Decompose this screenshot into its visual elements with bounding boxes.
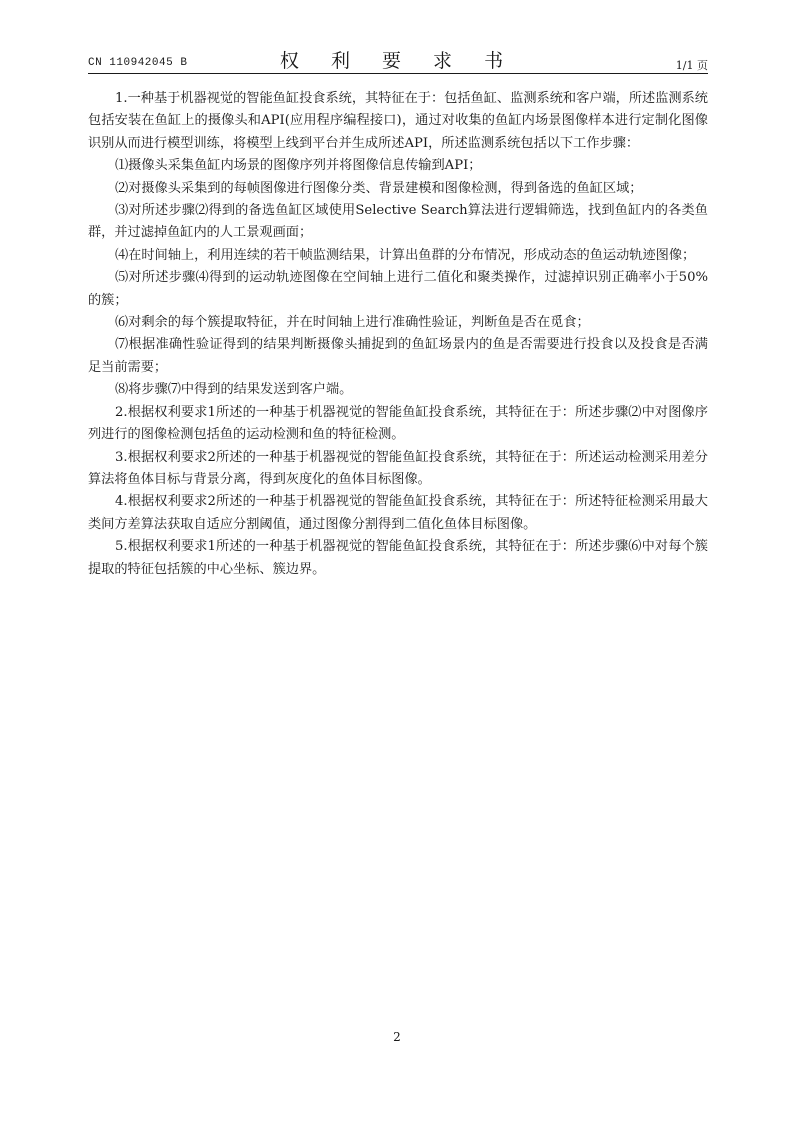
- claim-paragraph: 3.根据权利要求2所述的一种基于机器视觉的智能鱼缸投食系统，其特征在于：所述运动检测采用差分算法将鱼体目标与背景分离，得到灰度化的鱼体目标图像。: [88, 449, 708, 487]
- header-rule: [88, 73, 708, 74]
- claim-paragraph: 2.根据权利要求1所述的一种基于机器视觉的智能鱼缸投食系统，其特征在于：所述步骤⑵中对图像序列进行的图像检测包括鱼的运动检测和鱼的特征检测。: [88, 404, 708, 443]
- claim-step: ⑶对所述步骤⑵得到的备选鱼缸区域使用Selective Search算法进行逻辑筛选，找到鱼缸内的各类鱼群，并过滤掉鱼缸内的人工景观画面；: [88, 203, 708, 241]
- claim-paragraph: 1.一种基于机器视觉的智能鱼缸投食系统，其特征在于：包括鱼缸、监测系统和客户端，所述监测系统包括安装在鱼缸上的摄像头和API(应用程序编程接口)，通过对收集的鱼缸内场景图像样本进行定制化图像识别从而进行模型训练，将模型上线到平台并生成所述API，所述监测系统包括以下工作步骤：: [88, 91, 708, 151]
- document-title: 权 利 要 求 书: [279, 50, 517, 72]
- page-count: 1/1 页: [675, 59, 708, 72]
- claim-paragraph: 5.根据权利要求1所述的一种基于机器视觉的智能鱼缸投食系统，其特征在于：所述步骤⑹中对每个簇提取的特征包括簇的中心坐标、簇边界。: [88, 539, 708, 577]
- claim-paragraph: 4.根据权利要求2所述的一种基于机器视觉的智能鱼缸投食系统，其特征在于：所述特征检测采用最大类间方差算法获取自适应分割阈值，通过图像分割得到二值化鱼体目标图像。: [88, 494, 708, 532]
- page-header: [88, 46, 708, 72]
- claim-step: ⑸对所述步骤⑷得到的运动轨迹图像在空间轴上进行二值化和聚类操作，过滤掉识别正确率小于50%的簇；: [88, 270, 708, 308]
- page-number: 2: [393, 1030, 401, 1044]
- claim-step: ⑴摄像头采集鱼缸内场景的图像序列并将图像信息传输到API；: [115, 158, 482, 174]
- claims-body: [88, 88, 708, 581]
- claim-step: ⑺根据准确性验证得到的结果判断摄像头捕捉到的鱼缸场景内的鱼是否需要进行投食以及投食是否满足当前需要；: [88, 337, 708, 375]
- claim-step: ⑻将步骤⑺中得到的结果发送到客户端。: [115, 382, 353, 398]
- claim-step: ⑹对剩余的每个簇提取特征，并在时间轴上进行准确性验证，判断鱼是否在觅食；: [115, 315, 590, 331]
- claim-step: ⑷在时间轴上，利用连续的若干帧监测结果，计算出鱼群的分布情况，形成动态的鱼运动轨迹图像；: [115, 247, 696, 263]
- patent-number: CN 110942045 B: [88, 57, 188, 69]
- claim-step: ⑵对摄像头采集到的每帧图像进行图像分类、背景建模和图像检测，得到备选的鱼缸区域；: [115, 180, 643, 196]
